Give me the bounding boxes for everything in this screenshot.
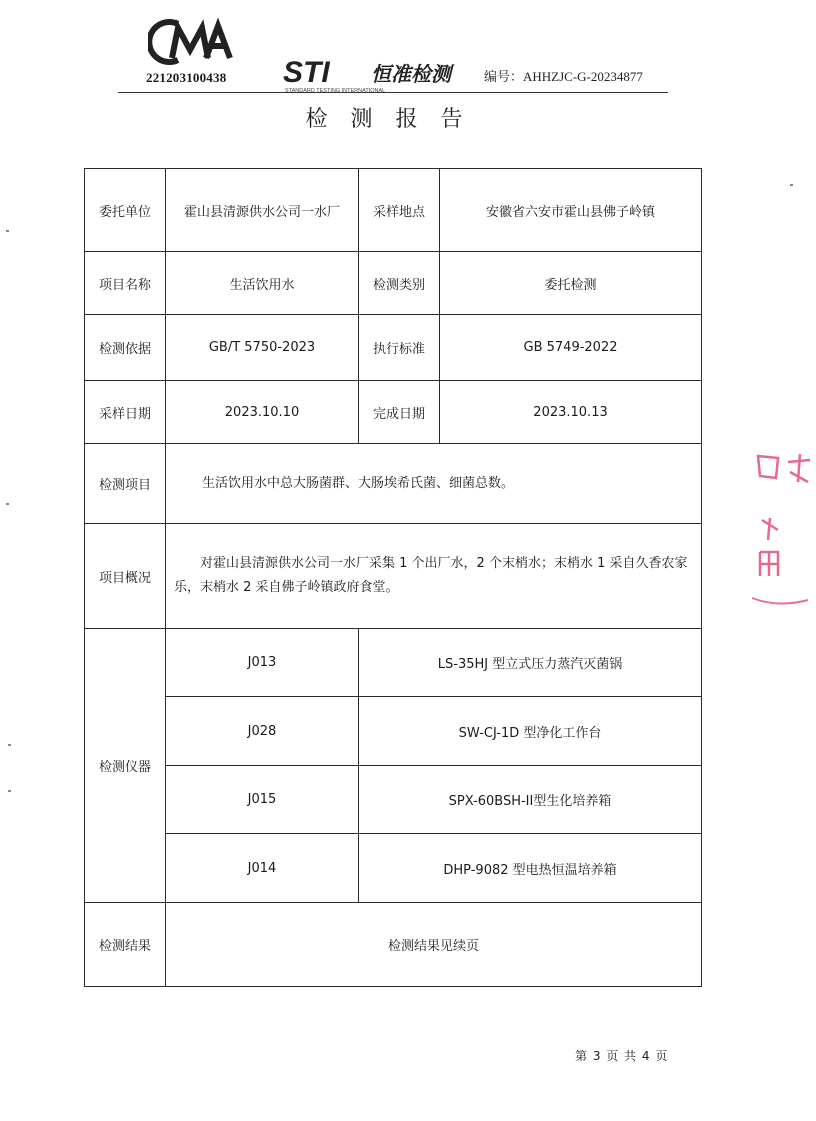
overview-label: 项目概况 [85,524,166,629]
client-label: 委托单位 [85,169,166,252]
cma-logo [148,18,236,66]
client-value: 霍山县清源供水公司一水厂 [166,169,359,252]
table-row [85,766,702,834]
completion-date-label: 完成日期 [359,381,440,444]
scan-speck [8,744,11,746]
sampling-date-label: 采样日期 [85,381,166,444]
test-basis-value: GB/T 5750-2023 [166,315,359,381]
table-row [85,315,702,381]
table-row [85,524,702,629]
sti-brand-logo [283,56,463,96]
project-name-value: 生活饮用水 [166,252,359,315]
test-items-value: 生活饮用水中总大肠菌群、大肠埃希氏菌、细菌总数。 [166,444,702,524]
page-title: 检 测 报 告 [305,107,471,132]
standard-label: 执行标准 [359,315,440,381]
header-divider [118,92,668,93]
sampling-date-value: 2023.10.10 [166,381,359,444]
report-info-table [84,168,702,987]
scan-speck [8,790,11,792]
instrument-id: J013 [166,629,359,697]
report-number: 编号：AHHZJC-G-20234877 [484,69,643,84]
sampling-site-value: 安徽省六安市霍山县佛子岭镇 [440,169,702,252]
page-number: 第 3 页 共 4 页 [575,1049,669,1063]
completion-date-value: 2023.10.13 [440,381,702,444]
instrument-name: DHP-9082 型电热恒温培养箱 [359,834,702,903]
instruments-label: 检测仪器 [85,629,166,903]
overview-value: 对霍山县清源供水公司一水厂采集 1 个出厂水，2 个末梢水；末梢水 1 采自久香农家乐，末梢水 2 采自佛子岭镇政府食堂。 [166,524,702,629]
cma-certificate-number: 221203100438 [146,70,227,85]
test-category-label: 检测类别 [359,252,440,315]
report-header [0,0,816,100]
table-row [85,629,702,697]
instrument-id: J015 [166,766,359,834]
instrument-id: J028 [166,697,359,766]
table-row [85,697,702,766]
project-name-label: 项目名称 [85,252,166,315]
scan-speck [6,230,9,232]
table-row [85,252,702,315]
instrument-name: LS-35HJ 型立式压力蒸汽灭菌锅 [359,629,702,697]
seal-stamp-fragment [748,448,816,618]
test-items-label: 检测项目 [85,444,166,524]
instrument-id: J014 [166,834,359,903]
table-row [85,834,702,903]
instrument-name: SW-CJ-1D 型净化工作台 [359,697,702,766]
table-row [85,903,702,987]
table-row [85,381,702,444]
brand-tagline: STANDARD TESTING INTERNATIONAL [285,88,386,94]
instrument-name: SPX-60BSH-II型生化培养箱 [359,766,702,834]
result-label: 检测结果 [85,903,166,987]
test-category-value: 委托检测 [440,252,702,315]
sampling-site-label: 采样地点 [359,169,440,252]
table-row [85,444,702,524]
result-value: 检测结果见续页 [166,903,702,987]
scan-speck [6,503,9,505]
scan-speck [790,184,793,186]
sti-logo-text: STI [283,56,330,89]
test-basis-label: 检测依据 [85,315,166,381]
brand-name-text: 恒准检测 [371,62,451,86]
standard-value: GB 5749-2022 [440,315,702,381]
table-row [85,169,702,252]
